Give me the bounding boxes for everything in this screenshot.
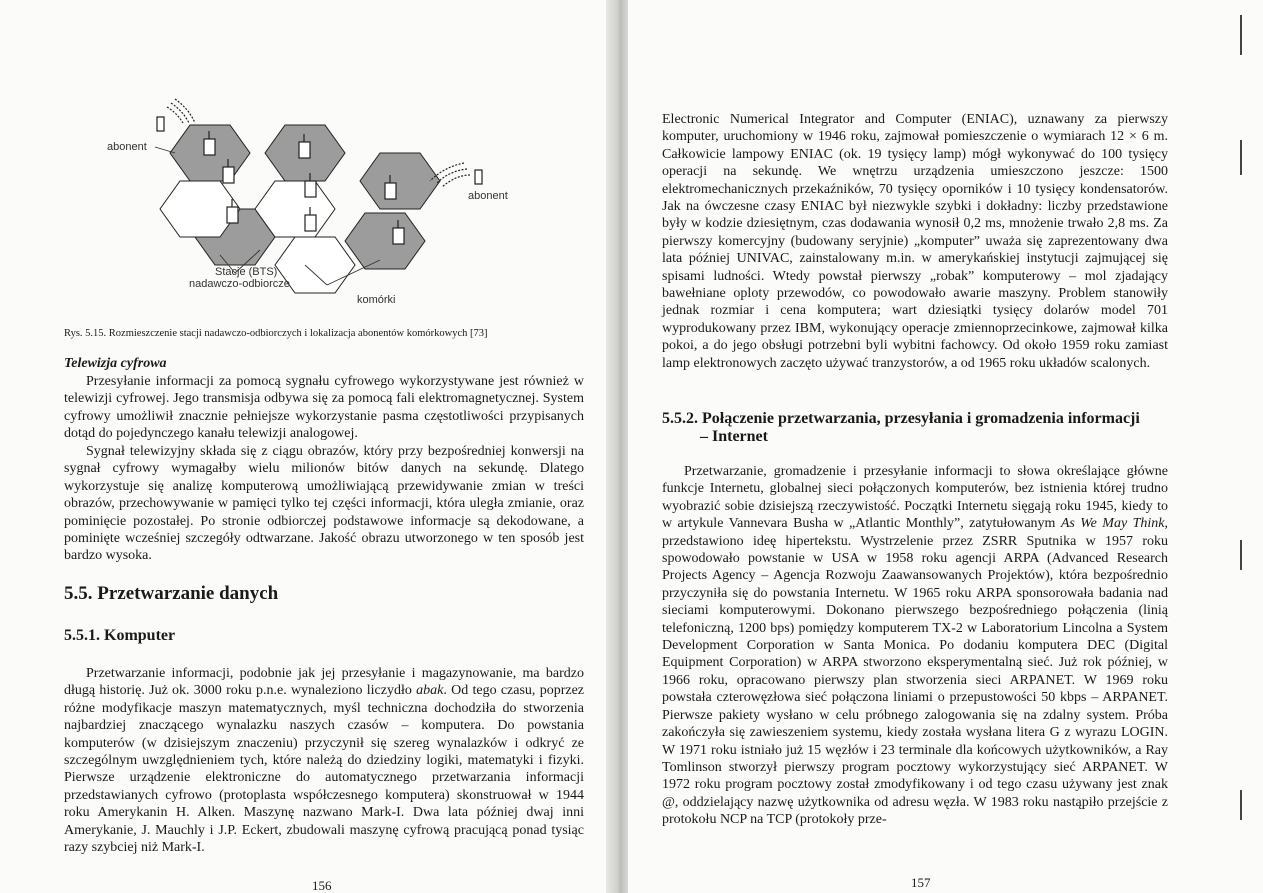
abak-term: abak <box>416 683 444 699</box>
eniac-paragraph: Electronic Numerical Integrator and Computer (ENIAC), uznawany za pierwszy komputer, uruchomiony w 1946 roku, zajmował pomieszczenie o wymiarach 12 × 6 m. Całkowicie lampowy ENIAC (ok. 19 tysięcy lamp) mógł wykonywać do 100 tysięcy operacji na sekundę. We wnętrzu urządzenia umieszczono jeszcze: 1500 elektromechanicznych przekaźników, 70 tysięcy oporników i 10 tysięcy kondensatorów. Jak na ówczesne czasy ENIAC był niezwykle szybki i dokładny: liczby przedstawione były w kodzie dziesiętnym, czas dodawania wynosił 0,2 ms, mnożenie trwało 2,8 ms. Za pierwszy komercyjny (budowany seryjnie) „komputer” uważa się zaprezentowany dwa lata później UNIVAC, zainstalowany m.in. w amerykańskiej instytucji zajmującej się spisami ludności. Wtedy powstał pierwszy „robak” komputerowy – mol zjadający bawełniane oploty przewodów, co powodowało awarie maszyny. Problem stanowiły jednak rozmiar i cena komputera; wart dziesiątki tysięcy dolarów model 701 wyprodukowany przez IBM, wykonujący operacje zmiennoprzecinkowe, zajmował kilka pokoi, a do jego obsługi potrzebni byli wybitni fachowcy. Od około 1959 roku zamiast lamp elektronowych zaczęto używać tranzystorów, a od 1965 roku układów scalonych. <box>662 112 1168 371</box>
internet-title-line-2: – Internet <box>700 428 768 445</box>
right-page <box>628 0 1263 893</box>
label-subscriber-right: abonent <box>468 190 508 202</box>
internet-paragraph-b: , przedstawiono ideę hipertekstu. Wystrzelenie przez ZSRR Sputnika w 1957 roku spowodowało powstanie w USA w 1958 roku agencji ARPA (Advanced Research Projects Agency – Agencja Rozwoju Zaawansowanych Projektów), która bezpośrednio przyczyniła się do powstania Internetu. W 1965 roku ARPA sponsorowała badania nad sieciami komputerowymi. Dokonano pierwszego bezpośredniego połączenia (linią telefoniczną, 1200 bps) pomiędzy komputerem TX-2 w Laboratorium Lincolna a System Development Corporation w Santa Monica. Po dodaniu komputera DEC (Digital Equipment Corporation) w ARPA stworzono eksperymentalną sieć. Już rok później, w 1966 roku, opracowano pierwszy plan stworzenia sieci ARPANET. W 1969 roku powstała czterowęzłowa sieć połączona liniami o przepustowości 50 kbps – ARPANET. Pierwsze pakiety wysłano w celu próbnego zalogowania się na zdalny system. Próba zakończyła się zawieszeniem systemu, kiedy została wysłana litera G z wyrazu LOGIN. W 1971 roku istniało już 15 węzłów i 23 terminale dla końcowych użytkowników, a Ray Tomlinson stworzył pierwszy program pocztowy wykorzystujący sieć ARPANET. W 1972 roku program pocztowy został zmodyfikowany i od tego czasu używany jest znak @, oddzielający nazwę użytkownika od adresu węzła. W 1983 roku nastąpiło przejście z protokołu NCP na TCP (protokoły prze- <box>662 516 1169 828</box>
scan-edge-mark <box>1240 540 1242 570</box>
page-number-right: 157 <box>911 875 931 890</box>
cell <box>345 213 425 269</box>
left-page <box>0 0 610 893</box>
cellular-network-diagram <box>95 95 515 310</box>
internet-paragraph <box>662 463 1168 829</box>
label-cells: komórki <box>357 294 396 306</box>
computer-paragraph-b: . Od tego czasu, poprzez różne modyfikacje maszyn matematycznych, myśl techniczna dochodziła do stworzenia najbardziej znaczącego wynalazku naszych czasów – komputera. Do powstania komputerów (w dzisiejszym znaczeniu) przyczynił się szereg wynalazków i odkryć ze szczególnym uwzględnieniem tych, które należą do dziedziny logiki, matematyki i fizyki. Pierwsze urządzenie elektroniczne do automatycznego przetwarzania informacji przedstawianych cyfrowo (protoplasta współczesnego komputera) skonstruował w 1944 roku Amerykanin H. Alken. Maszynę nazwano Mark-I. Dwa lata później dwaj inni Amerykanie, J. Mauchly i J.P. Eckert, zbudowali maszynę cyfrową pracującą ponad tysiąc razy szybciej niż Mark-I. <box>64 683 584 856</box>
tv-paragraph-2: Sygnał telewizyjny składa się z ciągu obrazów, który przy bezpośredniej konwersji na sygnał cyfrowy wymagałby wielu milionów bitów danych na sekundę. Dlatego wykorzystuje się analizę komputerową umożliwiającą przewidywanie zmian w treści obrazów, przechowywanie w pamięci tylko tej części informacji, która uległa zmianie, oraz pominięcie pozostałej. Po stronie odbiorczej podstawowe informacje są dekodowane, a pominięte wcześniej szczegóły odtwarzane. Jakość obrazu utworzonego w ten sposób jest bardzo wysoka. <box>64 444 584 564</box>
computer-paragraph-a: Przetwarzanie informacji, podobnie jak jej przesyłanie i magazynowanie, ma bardzo długą historię. Już ok. 3000 roku p.n.e. wynaleziono liczydło <box>64 666 584 699</box>
internet-paragraph-a: Przetwarzanie, gromadzenie i przesyłanie informacji to słowa określające główne funkcje Internetu, globalnej sieci połączonych komputerów, bez istnienia której trudno wyobrazić sobie dzisiejszą rzeczywistość. Początki Internetu sięgają roku 1945, kiedy to w artykule Vannevara Busha w „Atlantic Monthly”, zatytułowanym <box>662 464 1168 532</box>
label-stations: Stacje (BTS) <box>215 266 278 278</box>
tv-heading: Telewizja cyfrowa <box>64 356 167 371</box>
label-stations-2: nadawczo-odbiorcze <box>189 278 290 290</box>
as-we-may-think: As We May Think <box>1060 516 1165 532</box>
subsection-title: 5.5.1. Komputer <box>64 627 176 644</box>
computer-paragraph <box>64 665 584 856</box>
label-subscriber-left: abonent <box>107 141 147 153</box>
scan-edge-mark <box>1240 790 1242 820</box>
page-number-left: 156 <box>312 878 332 893</box>
section-title: 5.5. Przetwarzanie danych <box>64 583 279 604</box>
scan-edge-mark <box>1240 15 1242 55</box>
tv-paragraph-1: Przesyłanie informacji za pomocą sygnału cyfrowego wykorzystywane jest również w telewizji cyfrowej. Jego transmisja odbywa się za pomocą fali elektromagnetycznej. System cyfrowy umożliwił znacznie pełniejsze wykorzystanie pasma częstotliwości przypisanych dotąd do pojedynczego kanału telewizji analogowej. <box>64 374 584 442</box>
scan-edge-mark <box>1240 140 1242 175</box>
internet-subsection-title <box>662 410 1192 446</box>
cell <box>360 153 440 209</box>
internet-title-line-1: 5.5.2. Połączenie przetwarzania, przesyłania i gromadzenia informacji <box>662 410 1140 427</box>
figure-caption: Rys. 5.15. Rozmieszczenie stacji nadawczo-odbiorczych i lokalizacja abonentów komórkowych [73] <box>64 328 488 339</box>
